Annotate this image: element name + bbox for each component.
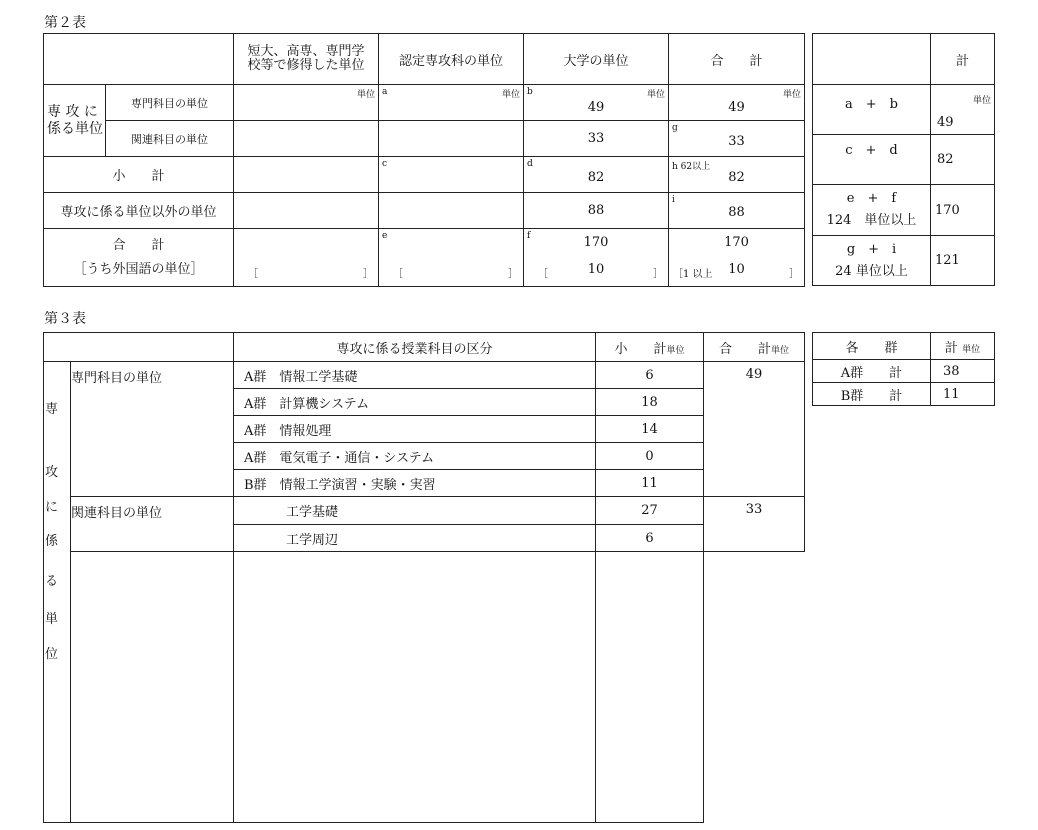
side-formula-ab: a + b [813,85,931,135]
rowgroup-senkou [44,85,106,157]
cell-total-daigaku [524,229,669,287]
t3-side-header-total [931,333,995,360]
tag-g: g [672,123,678,133]
value: 82 [587,170,605,185]
tag-d: d [527,159,533,169]
shokei-label: 小 計 [614,341,667,357]
header-tandai [234,34,379,85]
row-senmon-label: 専門科目の単位 [106,85,234,121]
t3-empty-cell [704,552,805,823]
cell-shokei-tandai [234,157,379,193]
t3-senmon-row [234,443,596,470]
side-formula-cd: c + d [813,135,931,185]
value: 49 [587,100,605,115]
header-goukei: 合 計 [669,34,805,85]
cell-senmon-goukei [669,85,805,121]
value: 88 [728,205,745,220]
tag-e: e [382,231,388,241]
unit-label: 単位 [646,90,665,100]
t3-senmon-row [234,362,596,389]
bracket-close: ］ [363,269,373,280]
cell-igai-nintei [379,193,524,229]
t3-side-row-value: 11 [931,383,995,406]
value: 170 [724,235,749,250]
t3-senmon-row [234,470,596,497]
t3-senmon-total: 49 [704,362,805,497]
unit-label: 単位 [771,345,790,356]
t3-side-row-label: A群 計 [813,360,931,383]
tag-c: c [382,159,388,169]
side-value-cd: 82 [931,135,995,185]
t3-header-kubun: 専攻に係る授業科目の区分 [234,333,596,362]
t3-kanren-label: 関連科目の単位 [71,497,234,552]
unit-label: 単位 [666,345,685,356]
bracket-close: ］ [508,269,518,280]
cell-senmon-tandai [234,85,379,121]
name: 情報処理 [279,423,332,439]
t3-header-goukei [704,333,805,362]
t3-senmon-label: 専門科目の単位 [71,362,234,497]
side-value-ef: 170 [931,185,995,236]
t3-senmon-value: 14 [596,416,704,443]
rowgroup-char: 位 [45,647,59,662]
t3-empty-cell [234,552,596,823]
tag-a: a [382,87,388,97]
cell-shokei-goukei [669,157,805,193]
t3-kanren-value: 6 [596,525,704,552]
t3-empty-cell [596,552,704,823]
t3-kanren-total: 33 [704,497,805,552]
cell-senmon-daigaku [524,85,669,121]
t3-senmon-value: 6 [596,362,704,389]
bracket-close: ］ [653,269,663,280]
value: 82 [728,170,745,185]
t3-senmon-value: 18 [596,389,704,416]
rowgroup-char: に [45,500,59,515]
bracket-close: ］ [789,269,799,280]
unit-label: 単位 [962,344,981,355]
value: 49 [728,100,745,115]
group: A群 [244,450,267,466]
header-ninteisenkouka: 認定専攻科の単位 [379,34,524,85]
rowgroup-char: 係 [45,534,59,549]
note: 24 単位以上 [835,263,908,279]
tag-b: b [527,87,533,97]
t3-side-header-group: 各 群 [813,333,931,360]
t3-side-row-value: 38 [931,360,995,383]
tag-i: i [672,195,675,205]
table2-side [812,33,995,286]
t3-header-empty [44,333,234,362]
name: 情報工学基礎 [279,369,358,385]
unit-label: 単位 [356,90,375,100]
t3-kanren-value: 27 [596,497,704,525]
unit-label: 単位 [972,96,991,106]
header-empty [44,34,234,85]
foreign-language-value: 10 [728,262,745,277]
side-formula-gi [813,236,931,286]
cell-kanren-tandai [234,121,379,157]
header-daigaku: 大学の単位 [524,34,669,85]
t3-rowgroup [44,362,71,823]
formula: e + f [846,191,897,206]
group: A群 [244,396,267,412]
value: 33 [728,134,745,149]
cell-kanren-daigaku: 33 [524,121,669,157]
t3-kanren-row: 工学周辺 [234,525,596,552]
row-igai-label: 専攻に係る単位以外の単位 [44,193,234,229]
t3-kanren-row: 工学基礎 [234,497,596,525]
t3-empty-cell [71,552,234,823]
total-label: 計 [944,340,958,356]
table3 [43,332,805,823]
table2 [43,33,805,287]
cell-senmon-nintei [379,85,524,121]
tag-f: f [527,231,531,241]
cell-kanren-nintei [379,121,524,157]
side-header-total: 計 [931,34,995,85]
cell-shokei-daigaku [524,157,669,193]
table3-title: 第３表 [44,311,86,327]
bracket-open: ［ [248,269,258,280]
t3-senmon-value: 11 [596,470,704,497]
group: A群 [244,423,267,439]
side-value-gi: 121 [931,236,995,286]
value: 170 [583,235,609,250]
rowgroup-char: る [45,574,59,589]
min-note: ［1 以上 [673,269,713,280]
rowgroup-char: 攻 [45,465,59,480]
side-value-ab [931,85,995,135]
rowgroup-char: 専 [45,402,59,417]
side-header-empty [813,34,931,85]
row-total-label [44,229,234,287]
cell-kanren-goukei [669,121,805,157]
table3-side [812,332,995,406]
cell-igai-tandai [234,193,379,229]
t3-senmon-row [234,389,596,416]
t3-senmon-row [234,416,596,443]
rowgroup-char: 単 [45,612,59,627]
cell-total-goukei [669,229,805,287]
cell-igai-goukei [669,193,805,229]
rowgroup-line2: 係る単位 [47,120,103,137]
foreign-language-value: 10 [587,262,605,277]
bracket-open: ［ [538,269,548,280]
value: 49 [937,115,954,130]
note: 124 単位以上 [826,213,917,228]
unit-label: 単位 [501,90,520,100]
name: 電気電子・通信・システム [279,450,435,466]
name: 情報工学演習・実験・実習 [279,477,436,493]
total-sublabel: ［うち外国語の単位］ [73,261,204,277]
cell-igai-daigaku: 88 [524,193,669,229]
side-formula-ef [813,185,931,236]
group: B群 [244,477,267,493]
t3-senmon-value: 0 [596,443,704,470]
total-label: 合 計 [112,237,165,253]
formula: g + i [846,241,897,257]
rowgroup-line1: 専 攻 に [47,103,98,120]
row-shokei-label: 小 計 [44,157,234,193]
table2-title: 第２表 [44,15,86,31]
row-kanren-label: 関連科目の単位 [106,121,234,157]
tag-h: h 62以上 [672,162,711,172]
goukei-label: 合 計 [718,341,771,357]
header-tandai-text: 短大、高専、専門学校等で修得した単位 [247,44,365,73]
bracket-open: ［ [393,269,403,280]
cell-shokei-nintei [379,157,524,193]
t3-side-row-label: B群 計 [813,383,931,406]
cell-total-tandai [234,229,379,287]
group: A群 [244,369,267,385]
unit-label: 単位 [782,90,801,100]
cell-total-nintei [379,229,524,287]
t3-header-shokei [596,333,704,362]
name: 計算機システム [279,396,370,412]
